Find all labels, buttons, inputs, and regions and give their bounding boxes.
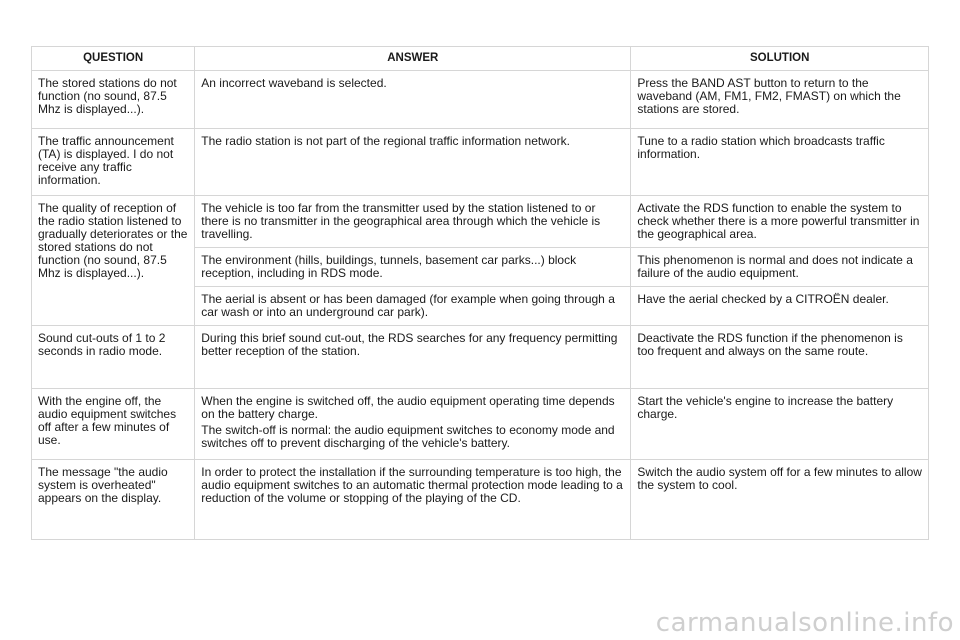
answer-paragraph: The switch-off is normal: the audio equipment switches to economy mode and switches off to prevent discharging of the vehicle's battery.	[201, 423, 615, 450]
answer-cell: During this brief sound cut-out, the RDS searches for any frequency permitting better reception of the station.	[195, 326, 631, 389]
table-row	[32, 326, 929, 389]
answer-cell: The vehicle is too far from the transmitter used by the station listened to or there is no transmitter in the geographical area through which the vehicle is travelling.	[195, 196, 631, 248]
question-cell: With the engine off, the audio equipment switches off after a few minutes of use.	[32, 389, 195, 460]
header-row	[32, 47, 929, 71]
table-row	[32, 129, 929, 196]
troubleshooting-table	[31, 46, 929, 540]
question-cell: The quality of reception of the radio station listened to gradually deteriorates or the stored stations do not function (no sound, 87.5 Mhz is displayed...).	[32, 196, 195, 326]
answer-cell: An incorrect waveband is selected.	[195, 71, 631, 129]
solution-cell: Press the BAND AST button to return to the waveband (AM, FM1, FM2, FMAST) on which the stations are stored.	[631, 71, 929, 129]
solution-cell: Switch the audio system off for a few minutes to allow the system to cool.	[631, 460, 929, 540]
solution-cell: This phenomenon is normal and does not indicate a failure of the audio equipment.	[631, 248, 929, 287]
header-question: QUESTION	[32, 47, 195, 71]
header-solution: SOLUTION	[631, 47, 929, 71]
question-cell: The message "the audio system is overheated" appears on the display.	[32, 460, 195, 540]
answer-paragraph: When the engine is switched off, the audio equipment operating time depends on the battery charge.	[201, 394, 615, 421]
answer-cell: In order to protect the installation if the surrounding temperature is too high, the audio equipment switches to an automatic thermal protection mode leading to a reduction of the volume or stopping of the playing of the CD.	[195, 460, 631, 540]
solution-cell: Tune to a radio station which broadcasts traffic information.	[631, 129, 929, 196]
table-row	[32, 71, 929, 129]
table-row	[32, 460, 929, 540]
solution-cell: Start the vehicle's engine to increase the battery charge.	[631, 389, 929, 460]
solution-cell: Activate the RDS function to enable the system to check whether there is a more powerful transmitter in the geographical area.	[631, 196, 929, 248]
watermark: carmanualsonline.info	[655, 608, 954, 638]
table-row	[32, 389, 929, 460]
question-cell: Sound cut-outs of 1 to 2 seconds in radio mode.	[32, 326, 195, 389]
header-answer: ANSWER	[195, 47, 631, 71]
answer-cell	[195, 389, 631, 460]
answer-cell: The radio station is not part of the regional traffic information network.	[195, 129, 631, 196]
table-row	[32, 196, 929, 248]
solution-cell: Have the aerial checked by a CITROËN dealer.	[631, 287, 929, 326]
answer-cell: The environment (hills, buildings, tunnels, basement car parks...) block reception, including in RDS mode.	[195, 248, 631, 287]
question-cell: The traffic announcement (TA) is displayed. I do not receive any traffic information.	[32, 129, 195, 196]
question-cell: The stored stations do not function (no sound, 87.5 Mhz is displayed...).	[32, 71, 195, 129]
answer-cell: The aerial is absent or has been damaged (for example when going through a car wash or into an underground car park).	[195, 287, 631, 326]
solution-cell: Deactivate the RDS function if the phenomenon is too frequent and always on the same route.	[631, 326, 929, 389]
